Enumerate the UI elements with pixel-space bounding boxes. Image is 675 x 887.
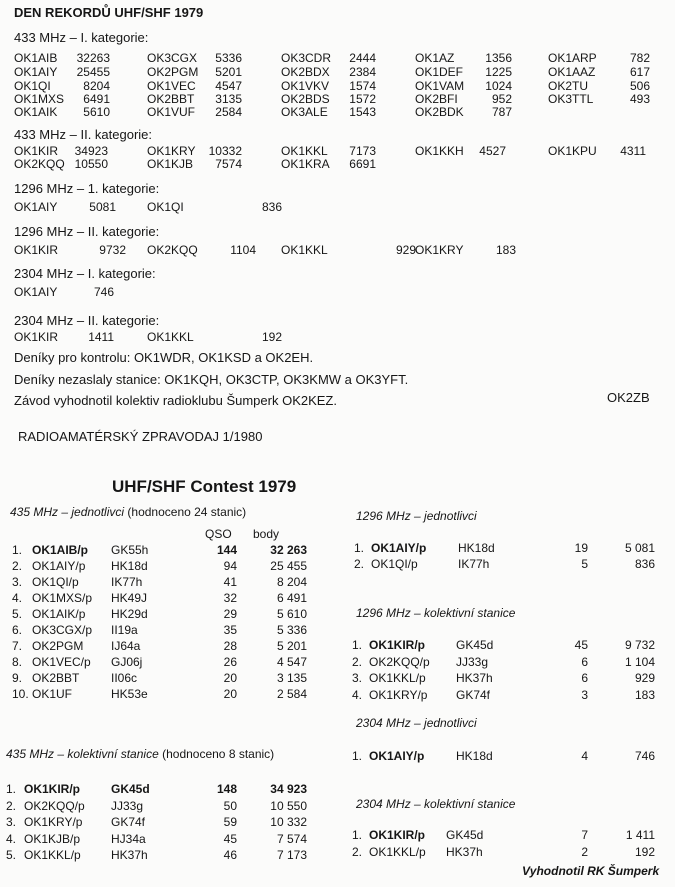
score: 4547 [215,79,242,93]
points: 32 263 [270,543,307,557]
rank: 2. [6,798,17,813]
locator: HK37h [456,671,493,685]
section-heading: 2304 MHz – kolektivní stanice [356,797,516,811]
locator: HK18d [458,541,495,555]
qso-count: 7 [581,828,588,842]
score: 4527 [479,144,506,158]
qso-count: 148 [216,782,237,796]
callsign: OK1KIR [14,330,59,344]
callsign: OK1AZ [415,51,455,65]
qso-count: 6 [581,654,588,669]
section-heading: 1296 MHz – 1. kategorie: [14,181,160,196]
points: 5 336 [276,623,307,637]
score: 7574 [215,157,242,171]
callsign: OK1KJB/p [24,831,81,846]
points: 4 547 [276,655,307,669]
points: 183 [634,687,655,702]
callsign: OK1KKL [281,243,328,257]
points: 3 135 [276,671,307,685]
qso-count: 19 [574,541,588,555]
locator: HK37h [111,848,148,862]
locator: GK45d [111,782,150,796]
callsign: OK2BDK [415,105,464,119]
callsign: OK1QI/p [371,557,418,571]
points: 5 610 [276,607,307,621]
note-evaluator: Závod vyhodnotil kolektiv radioklubu Šumperk OK2KEZ. [14,393,337,408]
source-citation: RADIOAMATÉRSKÝ ZPRAVODAJ 1/1980 [18,429,263,444]
callsign: OK1VKV [281,79,330,93]
callsign: OK1KKL/p [369,671,426,685]
note-logs-missing: Deníky nezaslaly stanice: OK1KQH, OK3CTP, OK3KMW a OK3YFT. [14,372,409,387]
callsign: OK1KJB [147,157,194,171]
rank: 1. [354,541,365,555]
score: 617 [629,65,650,79]
qso-count: 26 [223,655,237,669]
qso-count: 6 [581,671,588,685]
callsign: OK1KKH [415,144,464,158]
score: 1543 [349,105,376,119]
callsign: OK3ALE [281,105,328,119]
locator: HK53e [111,687,148,701]
rank: 2. [354,557,365,571]
section-heading: 433 MHz – II. kategorie: [14,127,153,142]
locator: HK18d [456,749,493,763]
locator: HK18d [111,559,148,573]
callsign: OK1KIR/p [369,638,426,652]
callsign: OK1AIY/p [371,541,427,555]
locator: II19a [111,623,138,637]
callsign: OK1AIK [14,105,58,119]
points: 7 173 [276,848,307,862]
callsign: OK1QI/p [32,575,79,589]
qso-count: 50 [223,798,237,813]
callsign: OK1VAM [415,79,465,93]
callsign: OK1ARP [548,51,597,65]
score: 1024 [485,79,512,93]
callsign: OK1KKL [281,144,328,158]
rank: 7. [12,639,23,653]
footer-evaluator: Vyhodnotil RK Šumperk [522,864,660,878]
points: 34 923 [270,782,307,796]
qso-count: 4 [581,749,588,763]
points: 1 411 [625,828,655,842]
section-heading: 2304 MHz – jednotlivci [356,716,477,730]
score: 493 [629,92,650,106]
section-heading: 433 MHz – I. kategorie: [14,30,149,45]
score: 5336 [215,51,242,65]
callsign: OK2KQQ [14,157,65,171]
callsign: OK3CGX [147,51,198,65]
score: 7173 [349,144,376,158]
callsign: OK1KRY/p [369,687,428,702]
qso-count: 5 [581,557,588,571]
callsign: OK1AIY/p [369,749,425,763]
rank: 10. [12,687,29,701]
callsign: OK1AIB [14,51,58,65]
callsign: OK2PGM [147,65,199,79]
locator: HK49J [111,591,148,605]
rank: 1. [12,543,23,557]
callsign: OK1AIB/p [32,543,89,557]
callsign: OK1MXS/p [32,591,93,605]
score: 746 [93,285,114,299]
score: 506 [629,79,650,93]
callsign: OK1KRY/p [24,815,83,829]
callsign: OK1KIR/p [24,782,81,796]
record-title: DEN REKORDŮ UHF/SHF 1979 [14,5,204,20]
qso-count: 46 [223,848,237,862]
rank: 4. [6,831,17,846]
locator: GK55h [111,543,149,557]
rank: 9. [12,671,23,685]
points: 5 081 [624,541,655,555]
qso-count: 41 [223,575,237,589]
callsign: OK1KRA [281,157,330,171]
section-heading: 435 MHz – jednotlivci (hodnoceno 24 stanic) [10,505,247,519]
qso-count: 59 [223,815,237,829]
score: 34923 [74,144,108,158]
callsign: OK1AIY [14,285,58,299]
callsign: OK1KPU [548,144,597,158]
rank: 3. [12,575,23,589]
callsign: OK1KKL/p [24,848,81,862]
callsign: OK1KRY [415,243,464,257]
callsign: OK1KIR [14,144,59,158]
qso-count: 3 [581,687,588,702]
points: 10 332 [270,815,307,829]
callsign: OK1KIR/p [369,828,426,842]
score: 4311 [620,144,646,158]
score: 1104 [230,243,256,257]
callsign: OK3CGX/p [32,623,93,637]
score: 8204 [83,79,110,93]
callsign: OK1QI [147,200,184,214]
rank: 6. [12,623,23,637]
locator: IK77h [458,557,490,571]
callsign: OK3TTL [548,92,594,106]
score: 836 [261,200,282,214]
qso-count: 144 [216,543,237,557]
qso-count: 45 [574,638,588,652]
score: 32263 [76,51,110,65]
score: 1572 [349,92,376,106]
callsign: OK2PGM [32,639,84,653]
rank: 1. [352,749,363,763]
points: 192 [634,845,655,859]
locator: II06c [111,671,138,685]
signature: OK2ZB [607,390,650,405]
points: 836 [634,557,655,571]
qso-count: 29 [223,607,237,621]
qso-count: 2 [581,845,588,859]
locator: GK45d [446,828,484,842]
locator: IK77h [111,575,143,589]
points: 8 204 [276,575,307,589]
rank: 1. [352,828,363,842]
points: 929 [634,671,655,685]
callsign: OK2KQQ/p [24,798,85,813]
note-logs-checked: Deníky pro kontrolu: OK1WDR, OK1KSD a OK2EH. [14,350,314,365]
callsign: OK2BDS [281,92,330,106]
locator: GK45d [456,638,494,652]
rank: 8. [12,655,23,669]
points: 746 [634,749,655,763]
points: 7 574 [276,831,307,846]
callsign: OK1KRY [147,144,196,158]
rank: 4. [12,591,23,605]
points: 6 491 [276,591,307,605]
score: 6691 [349,157,376,171]
callsign: OK1VEC [147,79,196,93]
score: 782 [629,51,650,65]
locator: HK29d [111,607,148,621]
score: 2384 [349,65,376,79]
rank: 2. [352,845,363,859]
callsign: OK1DEF [415,65,464,79]
callsign: OK1AIY [14,65,58,79]
score: 1356 [485,51,512,65]
score: 1225 [485,65,512,79]
points: 1 104 [624,654,655,669]
qso-count: 32 [223,591,237,605]
rank: 5. [12,607,23,621]
qso-count: 20 [223,671,237,685]
points: 25 455 [270,559,307,573]
section-heading: 435 MHz – kolektivní stanice (hodnoceno 8 stanic) [6,747,275,761]
score: 10550 [74,157,108,171]
callsign: OK1KKL [147,330,194,344]
rank: 1. [6,782,17,796]
callsign: OK2TU [548,79,589,93]
score: 2444 [349,51,376,65]
rank: 3. [352,671,363,685]
rank: 5. [6,848,17,862]
score: 1574 [349,79,376,93]
points: 2 584 [276,687,307,701]
locator: HJ34a [111,831,146,846]
callsign: OK1VEC/p [32,655,91,669]
locator: HK37h [446,845,483,859]
qso-count: 94 [223,559,237,573]
column-header-qso: QSO [205,527,232,541]
locator: JJ33g [111,798,144,813]
score: 10332 [208,144,242,158]
locator: GJ06j [111,655,143,669]
score: 5081 [89,200,116,214]
callsign: OK2KQQ/p [369,654,430,669]
callsign: OK1QI [14,79,51,93]
callsign: OK1AIY/p [32,559,86,573]
section-heading: 1296 MHz – kolektivní stanice [356,606,516,620]
callsign: OK2BBT [147,92,195,106]
qso-count: 45 [223,831,237,846]
callsign: OK1UF [32,687,73,701]
callsign: OK1MXS [14,92,65,106]
locator: JJ33g [456,654,489,669]
rank: 3. [6,815,17,829]
points: 10 550 [270,798,307,813]
points: 9 732 [624,638,655,652]
callsign: OK1AIY [14,200,58,214]
locator: GK74f [111,815,146,829]
rank: 2. [352,654,363,669]
callsign: OK1AAZ [548,65,596,79]
score: 192 [261,330,282,344]
score: 2584 [215,105,242,119]
score: 952 [491,92,512,106]
points: 5 201 [276,639,307,653]
column-header-body: body [253,527,280,541]
locator: IJ64a [111,639,141,653]
callsign: OK2BDX [281,65,330,79]
qso-count: 28 [223,639,237,653]
score: 1411 [88,330,114,344]
section-heading: 2304 MHz – II. kategorie: [14,313,160,328]
section-heading: 1296 MHz – jednotlivci [356,509,477,523]
callsign: OK2BFI [415,92,458,106]
callsign: OK1KIR [14,243,59,257]
rank: 4. [352,687,363,702]
section-heading: 2304 MHz – I. kategorie: [14,266,156,281]
locator: GK74f [456,687,491,702]
callsign: OK1KKL/p [369,845,426,859]
score: 183 [495,243,516,257]
callsign: OK1VUF [147,105,196,119]
score: 787 [491,105,512,119]
score: 5201 [215,65,242,79]
callsign: OK2BBT [32,671,80,685]
callsign: OK2KQQ [147,243,198,257]
score: 6491 [83,92,110,106]
score: 3135 [215,92,242,106]
score: 25455 [76,65,110,79]
qso-count: 20 [223,687,237,701]
score: 929 [395,243,416,257]
rank: 2. [12,559,23,573]
score: 5610 [83,105,110,119]
callsign: OK3CDR [281,51,332,65]
rank: 1. [352,638,363,652]
contest-title: UHF/SHF Contest 1979 [112,477,297,496]
score: 9732 [99,243,126,257]
qso-count: 35 [223,623,237,637]
section-heading: 1296 MHz – II. kategorie: [14,224,160,239]
callsign: OK1AIK/p [32,607,86,621]
